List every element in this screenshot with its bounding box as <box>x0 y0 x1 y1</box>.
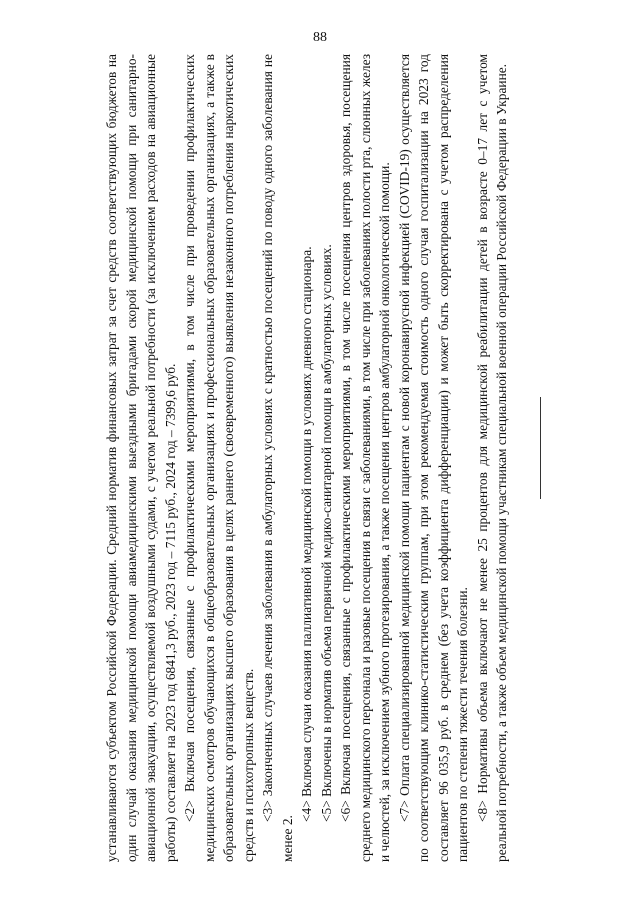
footnote-8: <8> Нормативы объема включают не менее 25 процентов для медицинской реабилитации детей в возрасте 0–17 лет с учетом реальной потребности, а также объем медицинской помощи участникам специальной военной операции Российской Федерации в Украине. <box>474 54 509 862</box>
footnote-6: <6> Включая посещения, связанные с профилактическими мероприятиями, в том числе посещения центров здоровья, посещения среднего медицинского персонала и разовые посещения в связи с заболеваниями, в том числе при заболеваниях полости рта, слюнных желез и челюстей, за исключением зубного протезирования, а также посещения центров амбулаторной онкологической помощи. <box>338 54 392 862</box>
paragraph-1-continuation: устанавливаются субъектом Российской Федерации. Средний норматив финансовых затрат за счет средств соответствующих бюджетов на один случай оказания медицинской помощи авиамедицинскими выездными бригадами скорой медицинской помощи при санитарно-авиационной эвакуации, осуществляемой воздушными судами, с учетом реальной потребности (за исключением расходов на авиационные работы) составляет на 2023 год 6841,3 руб., 2023 год – 7115 руб., 2024 год – 7399,6 руб. <box>104 54 178 862</box>
footnote-2: <2> Включая посещения, связанные с профилактическими мероприятиями, в том числе при проведении профилактических медицинских осмотров обучающихся в общеобразовательных организациях и профессиональных образовательных организациях, а также в образовательных организациях высшего образования в целях раннего (своевременного) выявления незаконного потребления наркотических средств и психотропных веществ. <box>182 54 256 862</box>
footnote-divider <box>540 397 541 499</box>
footnote-7: <7> Оплата специализированной медицинской помощи пациентам с новой коронавирусной инфекцией (COVID-19) осуществляется по соответствующим клинико-статистическим группам, при этом рекомендуемая стоимость одного случая госпитализации на 2023 год составляет 96 035,9 руб. в среднем (без учета коэффициента дифференциации) и может быть скорректирована с учетом распределения пациентов по степени тяжести течения болезни. <box>396 54 470 862</box>
footnote-3: <3> Законченных случаев лечения заболевания в амбулаторных условиях с кратностью посещений по поводу одного заболевания не менее 2. <box>260 54 295 862</box>
rotated-text-block <box>102 54 522 862</box>
footnote-5: <5> Включены в норматив объема первичной медико-санитарной помощи в амбулаторных условиях. <box>318 244 334 822</box>
footnote-4: <4> Включая случаи оказания паллиативной медицинской помощи в условиях дневного стационара. <box>299 246 314 822</box>
page-number: 88 <box>313 30 327 45</box>
